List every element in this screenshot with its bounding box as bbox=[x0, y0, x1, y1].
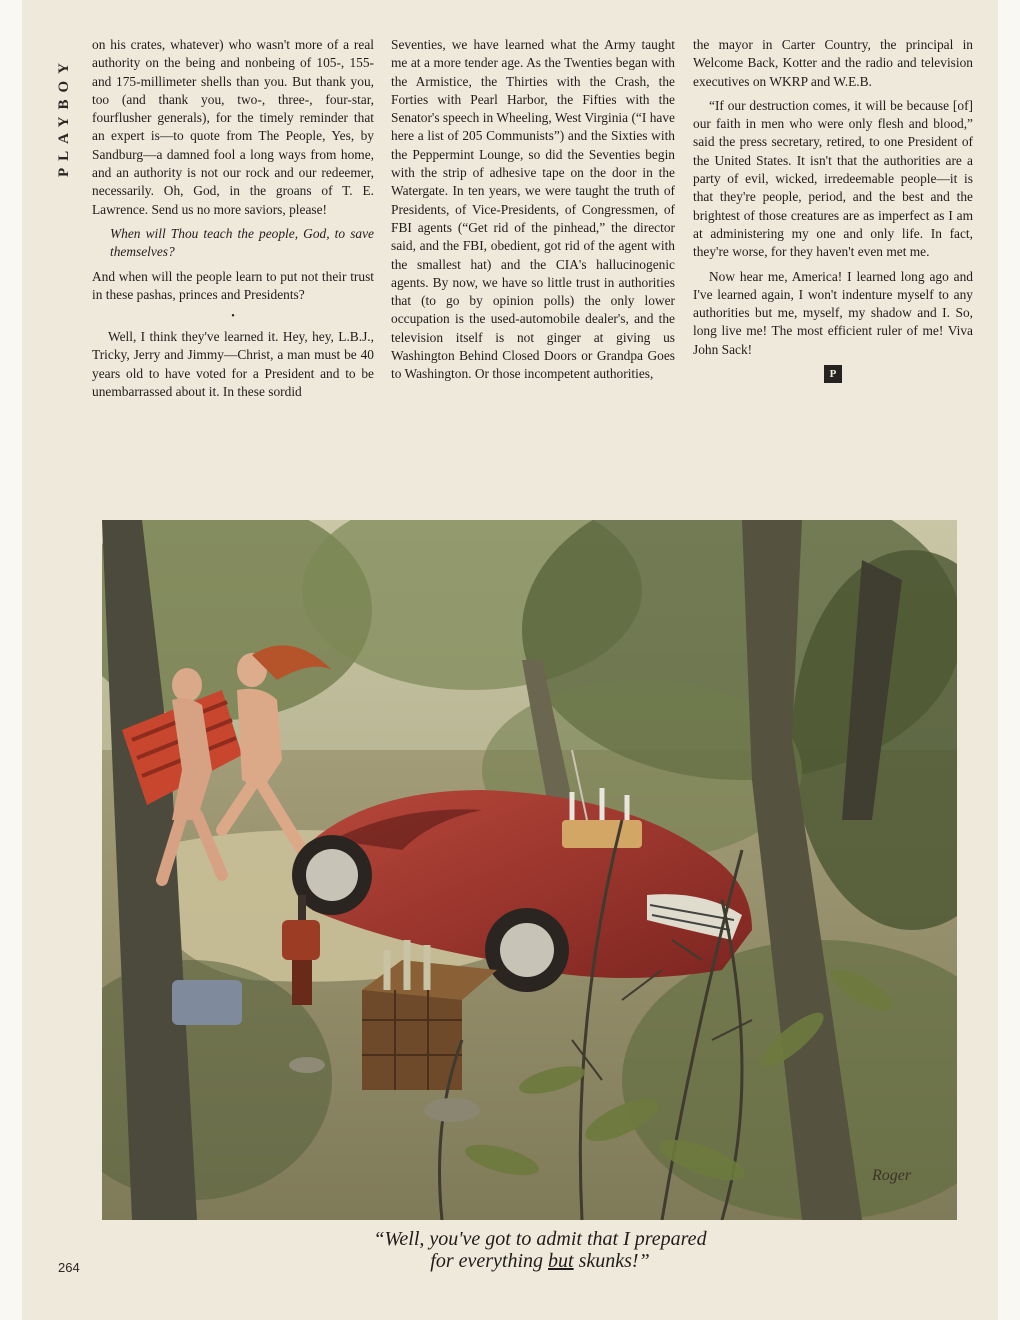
verse-quote: When will Thou teach the people, God, to save themselves? bbox=[110, 225, 374, 260]
paragraph: on his crates, whatever) who wasn't more of a real authority on the being and nonbeing of 105-, 155- and 175-millimeter shells than you. But thank you, too (and thank you, two-, three-, four-star, fourflusher generals), for the timely reminder that an expert is—to quote from The People, Yes, by Sandburg—a damned fool a long ways from home, and an authority is not our rock and our redeemer, necessarily. Oh, God, in the groans of T. E. Lawrence. Send us no more saviors, please! bbox=[92, 37, 374, 217]
caption-line-2: for everything bbox=[430, 1250, 549, 1272]
text-column-3 bbox=[693, 36, 973, 383]
end-mark-rabbit-icon: P bbox=[824, 365, 842, 383]
picnic-trunk bbox=[172, 980, 242, 1025]
caption-emphasis: but bbox=[548, 1250, 574, 1272]
paragraph: And when will the people learn to put not their trust in these pashas, princes and Presidents? bbox=[92, 268, 374, 302]
caption-line-2-end: skunks!” bbox=[573, 1250, 650, 1272]
cartoon-caption bbox=[230, 1228, 850, 1272]
forest-picnic-scene bbox=[102, 520, 957, 1220]
page-margin-right bbox=[998, 0, 1020, 1320]
masthead bbox=[52, 36, 76, 196]
text-column-2 bbox=[391, 36, 675, 384]
masthead-title: PLAYBOY bbox=[55, 55, 72, 177]
caption-line-1: “Well, you've got to admit that I prepared bbox=[373, 1228, 707, 1250]
section-bullet: • bbox=[231, 311, 235, 323]
artist-signature: Roger bbox=[872, 1167, 912, 1184]
cartoon-illustration bbox=[102, 520, 957, 1220]
paragraph: Now hear me, America! I learned long ago and I've learned again, I won't indenture myself to any authorities but me, myself, my shadow and I. So, long live me! The most efficient ruler of me! Viva John Sack! bbox=[693, 268, 973, 357]
paragraph: “If our destruction comes, it will be because [of] our faith in men who were only flesh and blood,” said the press secretary, retired, to one President of the United States. It isn't that the authorities are a party of evil, wicked, irredeemable people—it is that they're people, period, and the best and the brightest of those creatures are as imperfect as I am at administering my one and only life. In fact, they're worse, for they haven't even met me. bbox=[693, 97, 973, 260]
paragraph: Well, I think they've learned it. Hey, hey, L.B.J., Tricky, Jerry and Jimmy—Christ, a man must be 40 years old to have voted for a President and to be unembarrassed about it. In these sordid bbox=[92, 329, 374, 400]
page-number: 264 bbox=[58, 1260, 80, 1275]
paragraph: Seventies, we have learned what the Army taught me at a more tender age. As the Twenties began with the Armistice, the Thirties with the Crash, the Forties with Pearl Harbor, the Fifties with the Senator's speech in Wheeling, West Virginia (“I have here a list of 205 Communists”) and the Sixties with the Peppermint Lounge, so did the Seventies begin with the strip of adhesive tape on the door in the Watergate. In ten years, we were taught the truth of Presidents, of Vice-Presidents, of Congressmen, of FBI agents (“Get rid of the pinhead,” the director said, and the FBI, obedient, got rid of the agent with the smallest hat) and the CIA's hallucinogenic agents. By now, we have so little trust in authorities that (to go by opinion polls) the only lower occupation is the used-automobile dealer's, and the television itself is not ginger at giving us Washington Behind Closed Doors or Grandpa Goes to Washington. Or those incompetent authorities, bbox=[391, 37, 675, 382]
text-column-1 bbox=[92, 36, 374, 401]
paragraph: the mayor in Carter Country, the principal in Welcome Back, Kotter and the radio and television executives on WKRP and W.E.B. bbox=[693, 37, 973, 89]
page-margin-left bbox=[0, 0, 22, 1320]
